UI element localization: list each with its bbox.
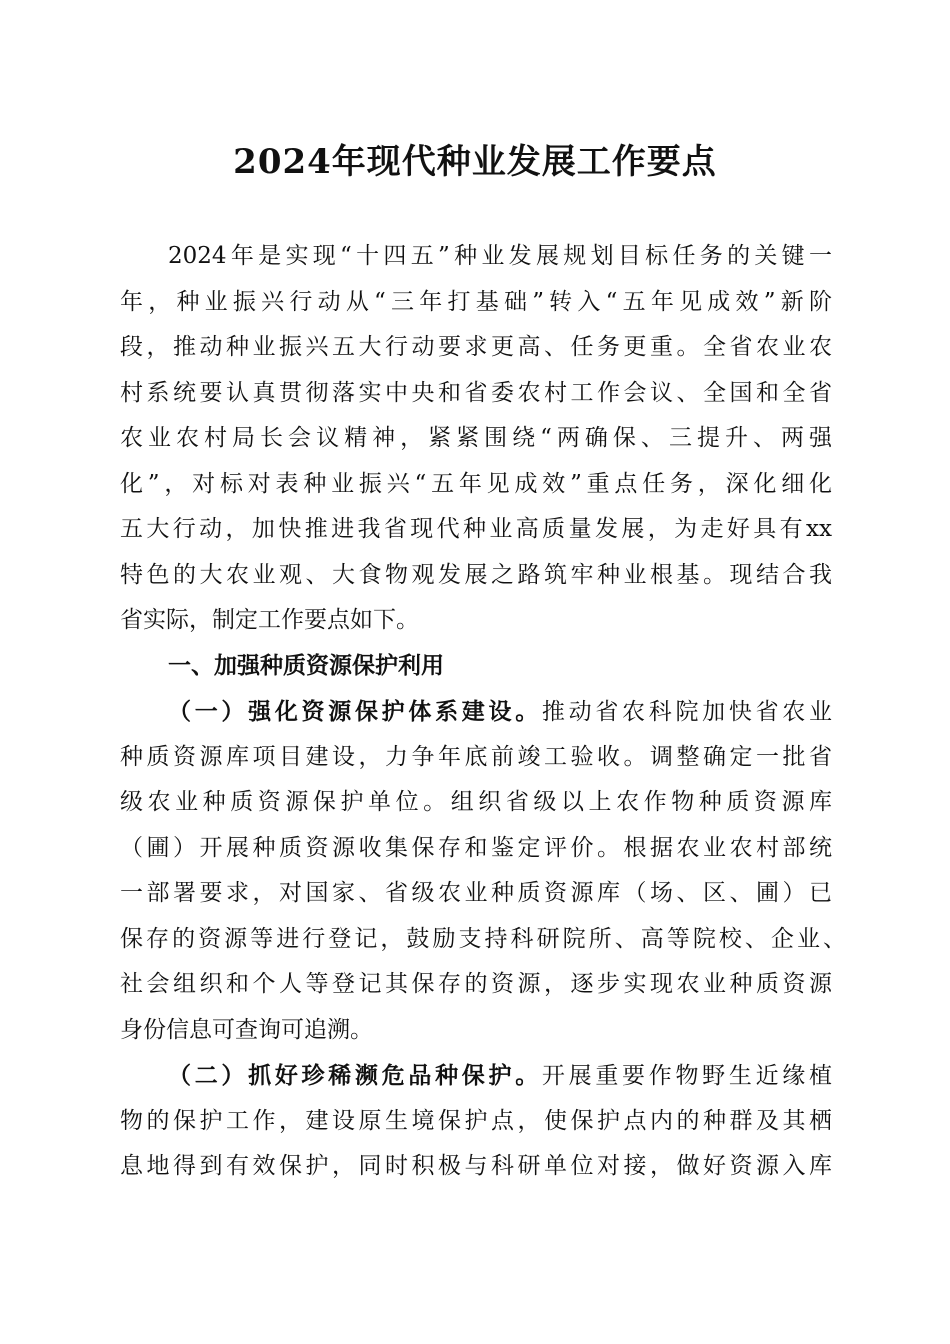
item-line: 一部署要求，对国家、省级农业种质资源库（场、区、圃）已	[120, 880, 832, 906]
item-line: 社会组织和个人等登记其保存的资源，逐步实现农业种质资源	[120, 971, 832, 997]
item-line: （圃）开展种质资源收集保存和鉴定评价。根据农业农村部统	[120, 834, 832, 861]
section-heading: 一、加强种质资源保护利用	[168, 652, 444, 679]
item-line: 息地得到有效保护，同时积极与科研单位对接，做好资源入库	[120, 1153, 832, 1179]
intro-line: 段，推动种业振兴五大行动要求更高、任务更重。全省农业农	[120, 334, 832, 360]
item-text: 推动省农科院加快省农业	[541, 699, 833, 725]
item-line: 级农业种质资源保护单位。组织省级以上农作物种质资源库	[120, 789, 832, 815]
intro-line: 农业农村局长会议精神，紧紧围绕“两确保、三提升、两强	[120, 425, 832, 451]
item-first-line	[120, 689, 832, 735]
intro-line: 年，种业振兴行动从“三年打基础”转入“五年见成效”新阶	[120, 288, 832, 315]
item-line: 身份信息可查询可追溯。	[120, 1016, 373, 1043]
item-heading: （二）抓好珍稀濒危品种保护。	[168, 1062, 542, 1089]
item-first-line	[120, 1053, 832, 1099]
intro-line: 村系统要认真贯彻落实中央和省委农村工作会议、全国和全省	[120, 379, 832, 406]
item-line: 物的保护工作，建设原生境保护点，使保护点内的种群及其栖	[120, 1107, 832, 1134]
intro-line: 五大行动，加快推进我省现代种业高质量发展，为走好具有xx	[120, 516, 832, 542]
item-heading: （一）强化资源保护体系建设。	[168, 698, 542, 725]
item-text: 开展重要作物野生近缘植	[541, 1063, 833, 1089]
intro-line: 省实际，制定工作要点如下。	[120, 607, 419, 633]
document-title: 2024年现代种业发展工作要点	[233, 142, 717, 182]
item-line: 保存的资源等进行登记，鼓励支持科研院所、高等院校、企业、	[120, 925, 846, 952]
intro-line: 特色的大农业观、大食物观发展之路筑牢种业根基。现结合我	[120, 561, 832, 588]
item-line: 种质资源库项目建设，力争年底前竣工验收。调整确定一批省	[120, 743, 832, 770]
intro-line: 2024年是实现“十四五”种业发展规划目标任务的关键一	[168, 243, 832, 269]
intro-line: 化”，对标对表种业振兴“五年见成效”重点任务，深化细化	[120, 470, 832, 497]
document-body	[120, 234, 846, 1190]
